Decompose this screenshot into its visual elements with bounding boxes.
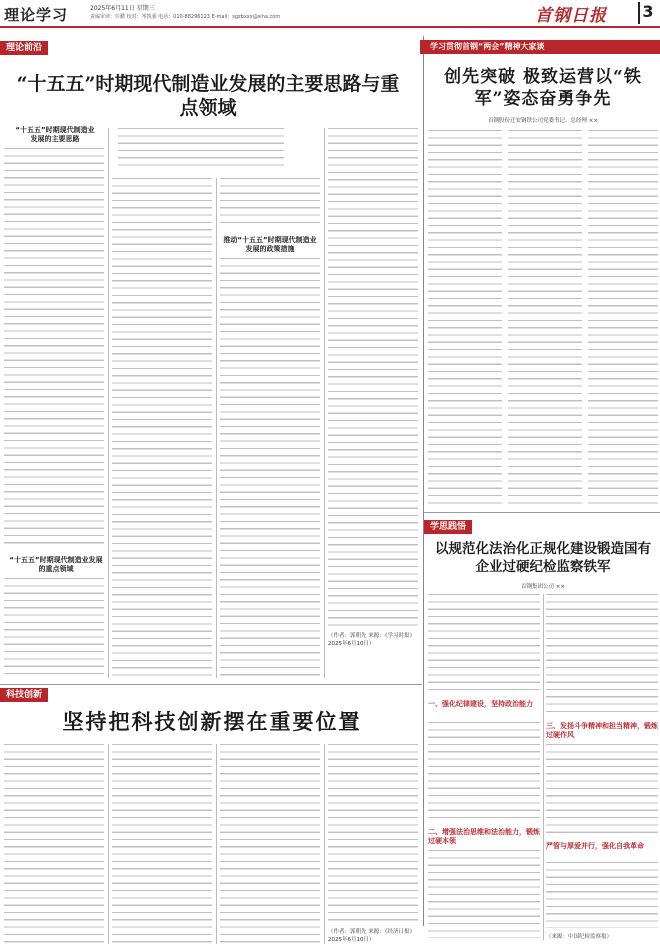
column-divider xyxy=(108,744,109,944)
left-subheading-3: 推动“十五五”时期现代制造业发展的政策措施 xyxy=(223,236,317,253)
column-divider xyxy=(216,178,217,678)
column-divider xyxy=(324,128,325,678)
page-number: 3 xyxy=(638,2,656,24)
left-article-intro xyxy=(118,128,284,172)
issue-date: 2025年6月11日 星期三 xyxy=(90,5,155,12)
right-mid-source: （来源：中国纪检监察报） xyxy=(546,934,613,940)
right-mid-body-col-1c xyxy=(428,850,540,938)
horizontal-divider xyxy=(424,512,660,513)
tag-study-campaign: 学习贯彻首钢“两会”精神大家谈 xyxy=(430,42,545,51)
right-mid-body-col-2c xyxy=(546,862,658,928)
left-article-body-col-3a xyxy=(220,178,320,226)
tag-tech-innovation: 科技创新 xyxy=(0,688,48,702)
right-mid-body-col-1a xyxy=(428,594,540,694)
left-subheading-2: “十五五”时期现代制造业发展的重点领域 xyxy=(9,556,103,573)
horizontal-divider xyxy=(0,684,422,685)
column-divider xyxy=(543,594,544,940)
right-mid-body-col-1b xyxy=(428,722,540,822)
bottom-body-col-2 xyxy=(112,744,212,944)
right-top-byline: 首钢股份迁安钢铁公司党委书记、总经理 ×× xyxy=(488,118,598,124)
right-top-body-col-2 xyxy=(508,130,582,508)
right-mid-subheading-3: 三、发扬斗争精神和担当精神，锻炼过硬作风 xyxy=(546,722,658,739)
bottom-body-col-1 xyxy=(4,744,104,944)
bottom-headline: 坚持把科技创新摆在重要位置 xyxy=(62,709,362,734)
right-mid-body-col-2a xyxy=(546,594,658,714)
right-mid-subheading-4: 严管与厚爱并行，强化自我革命 xyxy=(546,842,644,850)
right-mid-byline: 首钢集团公司 ×× xyxy=(521,584,565,590)
newspaper-brand-logo: 首钢日报 xyxy=(535,6,607,26)
section-divider xyxy=(423,36,424,926)
right-top-body-col-1 xyxy=(428,130,502,508)
bottom-body-col-4 xyxy=(328,744,418,926)
right-top-headline: 创先突破 极致运营以“铁军”姿态奋勇争先 xyxy=(444,67,642,109)
column-divider xyxy=(216,744,217,944)
column-divider xyxy=(108,128,109,678)
left-article-body-col-3b xyxy=(220,258,320,678)
left-article-body-col-2 xyxy=(112,178,212,678)
left-subheading-1: “十五五”时期现代制造业发展的主要思路 xyxy=(15,126,95,143)
left-article-body-col-1 xyxy=(4,148,104,548)
left-article-source: （作者：郭朝先 来源：《学习时报》 2025年6月10日） xyxy=(328,633,415,647)
editor-info: 责编审读：任鹏 校对：岑凯强 电话：010-88296123 E-mail：sgzbxxx@sina.com xyxy=(90,14,281,20)
left-article-headline: “十五五”时期现代制造业发展的主要思路与重点领域 xyxy=(16,73,400,119)
right-mid-subheading-2: 二、增强法治思维和法治能力，锻炼过硬本领 xyxy=(428,828,540,845)
left-article-body-col-4 xyxy=(328,128,418,628)
right-mid-headline: 以规范化法治化正规化建设锻造国有企业过硬纪检监察铁军 xyxy=(435,541,651,575)
bottom-source: （作者：郭朝先 来源：《经济日报》 2025年6月10日） xyxy=(328,929,415,943)
right-mid-body-col-2b xyxy=(546,744,658,834)
masthead xyxy=(0,0,660,28)
left-article-body-col-1b xyxy=(4,578,104,678)
right-top-body-col-3 xyxy=(588,130,658,508)
tag-theory-frontier: 理论前沿 xyxy=(0,41,48,55)
tag-study-reflection: 学思践悟 xyxy=(424,520,472,534)
section-title: 理论学习 xyxy=(4,6,69,24)
column-divider xyxy=(324,744,325,944)
right-mid-subheading-1: 一、强化纪律建设，坚持政治能力 xyxy=(428,700,533,708)
bottom-body-col-3 xyxy=(220,744,320,944)
